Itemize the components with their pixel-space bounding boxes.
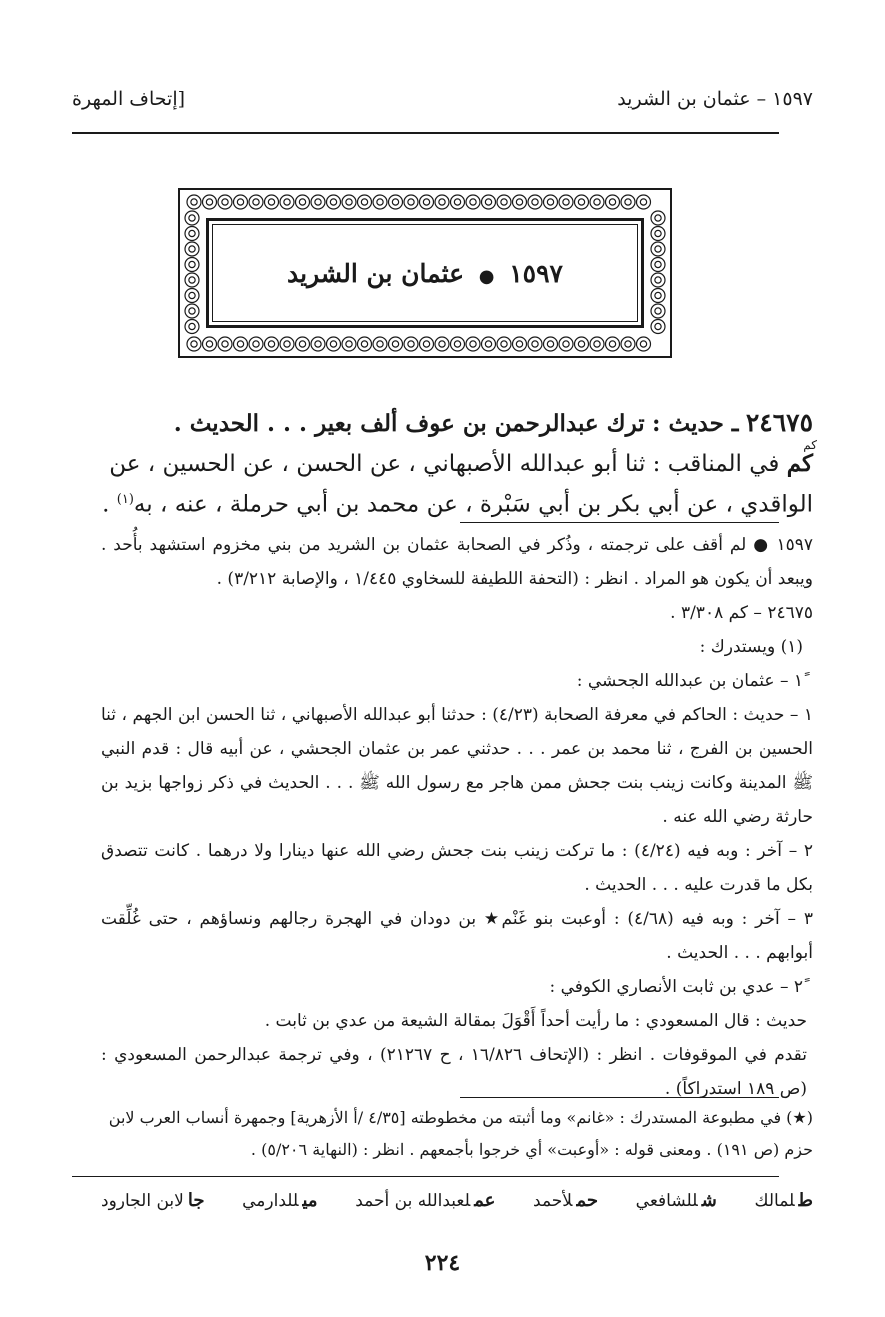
ornament-loop-inner xyxy=(189,261,195,267)
addendum-reference: تقدم في الموقوفات . انظر : (الإتحاف ١٦/٨٢٦ ، ح ٢١٢٦٧) ، وفي ترجمة عبدالرحمن المسعودي : (ص ١٨٩ استدراكاً) . xyxy=(101,1045,807,1099)
ornament-loop xyxy=(651,258,665,272)
addendum-hadith-3: ٣ – آخر : وبه فيه (٤/٦٨) : أوعبت بنو غَنْم★ بن دودان في الهجرة رجالهم ونساؤهم ، حتى غُلِّقت أبوابهم . . . الحديث . xyxy=(101,909,813,963)
ornament-loop xyxy=(528,195,542,209)
ornament-loop-inner xyxy=(284,199,290,205)
ornament-loop-inner xyxy=(625,199,631,205)
ornament-loop xyxy=(342,195,356,209)
ornament-loop xyxy=(606,195,620,209)
ornament-loop xyxy=(280,337,294,351)
ornament-loop xyxy=(373,195,387,209)
ornament-loop-inner xyxy=(501,199,507,205)
ornament-loop xyxy=(327,337,341,351)
ornament-loop-inner xyxy=(655,246,661,252)
star-footnote: (★) في مطبوعة المستدرك : «غانم» وما أثبته من مخطوطته [٤/٣٥ /أ الأزهرية] وجمهرة أنساب العرب لابن حزم (ص ١٩١) . ومعنى قوله : «أوعبت» أي خرجوا بأجمعهم . انظر : (النهاية ٥/٢٠٦) . xyxy=(108,1108,813,1159)
ornament-loop-inner xyxy=(377,199,383,205)
hadith-heading xyxy=(101,405,813,442)
ornament-loop-inner xyxy=(253,341,259,347)
ornament-loop xyxy=(234,337,248,351)
ornament-loop-inner xyxy=(501,341,507,347)
ornament-loop xyxy=(590,195,604,209)
ornament-loop xyxy=(185,304,199,318)
sigla-divider xyxy=(72,1176,779,1177)
addendum-hadith-4: حديث : قال المسعودي : ما رأيت أحداً أَقْوَلَ بمقالة الشيعة من عدي بن ثابت . xyxy=(264,1011,807,1031)
star-footnote-block xyxy=(101,1102,813,1166)
ornament-loop xyxy=(651,242,665,256)
ornament-loop-inner xyxy=(655,230,661,236)
ornament-loop-inner xyxy=(578,199,584,205)
ornament-loop-inner xyxy=(189,292,195,298)
ornament-loop xyxy=(373,337,387,351)
running-header-book: [إتحاف المهرة xyxy=(72,88,186,110)
ornament-loop xyxy=(280,195,294,209)
ornament-loop xyxy=(451,195,465,209)
ornament-loop xyxy=(420,195,434,209)
star-footnote-divider xyxy=(460,1097,779,1098)
ornament-loop xyxy=(575,195,589,209)
ornament-loop-inner xyxy=(516,341,522,347)
siglum-darimi: ميللدارمي xyxy=(242,1190,318,1211)
addendum-hadith-1: ١ – حديث : الحاكم في معرفة الصحابة (٤/٢٣) : حدثنا أبو عبدالله الأصبهاني ، ثنا الحسن ابن الجهم ، ثنا الحسين بن الفرج ، ثنا محمد بن عمر . . . حدثني عمر بن عثمان الجحشي ، عن أبيه قال : قدم النبي ﷺ المدينة وكانت زينب بنت جحش ممن هاجر مع رسول الله ﷺ . . . الحديث في ذكر زواجها بزيد بن حارثة رضي الله عنه . xyxy=(101,705,813,827)
ornament-loop-inner xyxy=(655,323,661,329)
ornament-loop xyxy=(185,289,199,303)
siglum-shafii: شللشافعي xyxy=(635,1190,717,1211)
ornament-loop-inner xyxy=(189,215,195,221)
ornament-loop-inner xyxy=(315,341,321,347)
ornament-loop xyxy=(606,337,620,351)
ornament-loop-inner xyxy=(191,199,197,205)
ornament-loop-inner xyxy=(594,199,600,205)
ornament-loop xyxy=(482,337,496,351)
ornament-loop-inner xyxy=(516,199,522,205)
ornament-loop-inner xyxy=(563,199,569,205)
siglum-malik: طلمالك xyxy=(754,1190,813,1211)
ornament-loop xyxy=(185,320,199,334)
ornament-loop xyxy=(651,304,665,318)
ornament-loop xyxy=(389,337,403,351)
ornament-loop-inner xyxy=(189,308,195,314)
ornament-loop xyxy=(296,337,310,351)
ornament-loop-inner xyxy=(408,199,414,205)
ornament-loop xyxy=(482,195,496,209)
ornament-loop xyxy=(265,195,279,209)
chapter-title xyxy=(287,259,563,288)
ornament-loop-inner xyxy=(655,261,661,267)
ornament-loop xyxy=(651,289,665,303)
ornament-loop xyxy=(234,195,248,209)
ornament-loop-inner xyxy=(625,341,631,347)
ornament-loop xyxy=(435,195,449,209)
siglum-abdullah: عملعبدالله بن أحمد xyxy=(355,1190,496,1211)
siglum-ibn-jarud: جالابن الجارود xyxy=(101,1190,205,1211)
ornament-loop-inner xyxy=(361,341,367,347)
ornament-loop-inner xyxy=(189,277,195,283)
ornament-loop xyxy=(358,337,372,351)
frame-inner-box xyxy=(206,218,644,328)
ornament-loop-inner xyxy=(532,341,538,347)
footnote-24675: ٢٤٦٧٥ – كم ٣/٣٠٨ . xyxy=(670,603,813,623)
hadith-isnad-text-2: الواقدي ، عن أبي بكر بن أبي سَبْرة ، عن محمد بن أبي حرملة ، عنه ، به xyxy=(133,491,813,518)
ornament-loop-inner xyxy=(206,199,212,205)
hadith-source-siglum: كم xyxy=(786,450,813,477)
ornament-loop xyxy=(590,337,604,351)
hadith-isnad-line-1 xyxy=(101,446,813,482)
ornament-loop xyxy=(513,195,527,209)
ornament-loop-inner xyxy=(315,199,321,205)
chapter-bullet: ● xyxy=(478,265,495,287)
ornament-loop xyxy=(203,337,217,351)
page-number: ٢٢٤ xyxy=(424,1250,461,1276)
ornament-loop-inner xyxy=(222,341,228,347)
hadith-isnad-text-1: في المناقب : ثنا أبو عبدالله الأصبهاني ، عن الحسن ، عن الحسين ، عن xyxy=(109,451,780,477)
ornament-loop xyxy=(265,337,279,351)
ornament-loop xyxy=(203,195,217,209)
chapter-name: عثمان بن الشريد xyxy=(287,258,465,288)
ornament-loop-inner xyxy=(346,341,352,347)
ornament-loop-inner xyxy=(655,292,661,298)
ornament-loop-inner xyxy=(189,230,195,236)
ornament-loop-inner xyxy=(439,199,445,205)
ornament-loop xyxy=(451,337,465,351)
ornament-loop-inner xyxy=(222,199,228,205)
footnote-ref: (١) xyxy=(116,492,134,507)
ornament-loop xyxy=(637,195,651,209)
ornament-loop-inner xyxy=(423,341,429,347)
ornament-loop xyxy=(651,227,665,241)
ornament-loop xyxy=(342,337,356,351)
ornament-loop-inner xyxy=(237,341,243,347)
ornament-loop xyxy=(575,337,589,351)
ornament-loop-inner xyxy=(578,341,584,347)
ornament-loop xyxy=(466,337,480,351)
ornament-loop xyxy=(185,227,199,241)
ornament-loop-inner xyxy=(563,341,569,347)
ornament-loop-inner xyxy=(640,341,646,347)
ornament-loop-inner xyxy=(609,199,615,205)
ornament-loop-inner xyxy=(547,341,553,347)
ornament-loop-inner xyxy=(423,199,429,205)
ornament-loop xyxy=(218,195,232,209)
ornament-loop-inner xyxy=(640,199,646,205)
ornament-loop-inner xyxy=(547,199,553,205)
ornament-loop xyxy=(559,337,573,351)
addendum-hadith-2: ٢ – آخر : وبه فيه (٤/٢٤) : ما تركت زينب بنت جحش رضي الله عنها دينارا ولا درهما . كانت تتصدق بكل ما قدرت عليه . . . الحديث . xyxy=(101,841,814,895)
ornament-loop xyxy=(311,195,325,209)
ornament-loop xyxy=(249,195,263,209)
ornament-loop-inner xyxy=(392,199,398,205)
ornament-loop xyxy=(513,337,527,351)
ornament-loop xyxy=(497,195,511,209)
ornament-loop xyxy=(311,337,325,351)
hadith-number: ٢٤٦٧٥ xyxy=(745,408,813,437)
ornament-loop-inner xyxy=(253,199,259,205)
ornament-loop-inner xyxy=(470,199,476,205)
ornament-loop xyxy=(497,337,511,351)
ornament-loop-inner xyxy=(454,199,460,205)
ornament-loop-inner xyxy=(485,341,491,347)
footnote-1597: ١٥٩٧ ● لم أقف على ترجمته ، وذُكر في الصحابة عثمان بن الشريد من بني مخزوم استشهد بأُحد . ويبعد أن يكون هو المراد . انظر : (التحفة اللطيفة للسخاوي ١/٤٤٥ ، والإصابة ٣/٢١٢) . xyxy=(101,535,813,589)
ornament-loop-inner xyxy=(189,323,195,329)
ornament-loop xyxy=(466,195,480,209)
ornament-loop-inner xyxy=(470,341,476,347)
ornament-loop xyxy=(185,273,199,287)
ornament-loop-inner xyxy=(408,341,414,347)
hadith-label: ـ حديث : xyxy=(652,410,739,437)
ornament-loop-inner xyxy=(237,199,243,205)
chapter-number: ١٥٩٧ xyxy=(509,258,563,288)
hadith-end: . xyxy=(102,491,117,518)
ornamental-title-frame xyxy=(178,188,672,358)
hadith-text: ترك عبدالرحمن بن عوف ألف بعير . . . الحديث . xyxy=(173,410,645,437)
margin-siglum: كم xyxy=(803,438,817,452)
ornament-loop xyxy=(185,242,199,256)
ornament-loop-inner xyxy=(189,246,195,252)
sigla-legend xyxy=(101,1190,813,1211)
ornament-loop-inner xyxy=(655,215,661,221)
ornament-loop xyxy=(358,195,372,209)
ornament-loop xyxy=(420,337,434,351)
ornament-loop-inner xyxy=(206,341,212,347)
ornament-loop xyxy=(218,337,232,351)
footnote-divider xyxy=(460,522,779,523)
ornament-loop-inner xyxy=(268,341,274,347)
ornament-loop xyxy=(327,195,341,209)
ornament-loop xyxy=(621,195,635,209)
footnote-1-intro: (١) ويستدرك : xyxy=(699,637,803,657)
ornament-loop xyxy=(404,337,418,351)
ornament-loop-inner xyxy=(299,199,305,205)
ornament-loop-inner xyxy=(454,341,460,347)
ornament-loop-inner xyxy=(330,199,336,205)
addendum-heading-2: ٢ً – عدي بن ثابت الأنصاري الكوفي : xyxy=(549,977,803,997)
ornament-loop xyxy=(185,258,199,272)
ornament-loop xyxy=(544,337,558,351)
ornament-loop xyxy=(404,195,418,209)
ornament-loop-inner xyxy=(532,199,538,205)
ornament-loop xyxy=(651,320,665,334)
running-header-chapter: ١٥٩٧ – عثمان بن الشريد xyxy=(617,88,813,110)
ornament-loop xyxy=(187,337,201,351)
hadith-isnad-line-2 xyxy=(101,482,813,523)
ornament-loop xyxy=(185,211,199,225)
ornament-loop-inner xyxy=(439,341,445,347)
ornament-loop xyxy=(651,211,665,225)
ornament-loop xyxy=(296,195,310,209)
ornament-loop xyxy=(544,195,558,209)
ornament-loop-inner xyxy=(268,199,274,205)
ornament-loop-inner xyxy=(655,308,661,314)
ornament-loop xyxy=(621,337,635,351)
addendum-heading-1: ١ً – عثمان بن عبدالله الجحشي : xyxy=(576,671,803,691)
ornament-loop xyxy=(637,337,651,351)
ornament-loop xyxy=(187,195,201,209)
ornament-loop xyxy=(435,337,449,351)
ornament-loop-inner xyxy=(655,277,661,283)
siglum-ahmad: حملأحمد xyxy=(533,1190,598,1211)
ornament-loop-inner xyxy=(299,341,305,347)
ornament-loop xyxy=(528,337,542,351)
ornament-loop xyxy=(249,337,263,351)
ornament-loop-inner xyxy=(346,199,352,205)
ornament-loop-inner xyxy=(594,341,600,347)
ornament-loop xyxy=(389,195,403,209)
ornament-loop-inner xyxy=(392,341,398,347)
ornament-loop-inner xyxy=(361,199,367,205)
ornament-loop-inner xyxy=(191,341,197,347)
header-divider xyxy=(72,132,779,134)
ornament-loop-inner xyxy=(609,341,615,347)
ornament-loop xyxy=(651,273,665,287)
ornament-loop xyxy=(559,195,573,209)
ornament-loop-inner xyxy=(377,341,383,347)
ornament-loop-inner xyxy=(284,341,290,347)
ornament-loop-inner xyxy=(485,199,491,205)
footnotes-block xyxy=(101,528,813,1106)
ornament-loop-inner xyxy=(330,341,336,347)
